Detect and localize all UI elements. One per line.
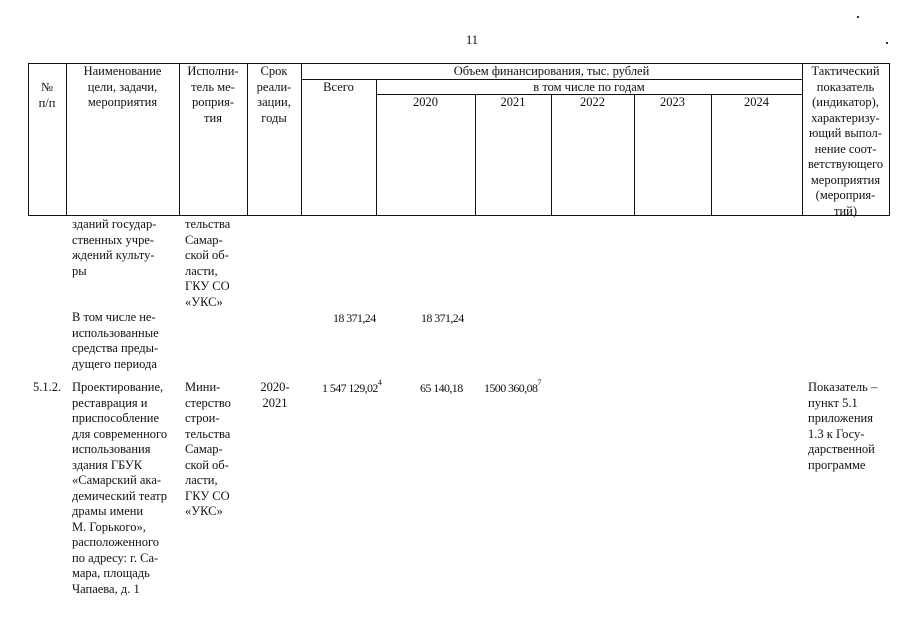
row-2-2021-footnote: 7 [537, 378, 541, 387]
header-year-2020: 2020 [413, 95, 438, 109]
row-2-total-footnote: 4 [377, 378, 382, 387]
row-2-executor: Мини- стерство строи- тельства Самар- ской об- ласти, ГКУ СО «УКС» [185, 380, 231, 518]
row-2-name: Проектирование, реставрация и приспособление для современного использования здания ГБУК «Самарский ака- демический театр драмы имени М. Горького», расположенного по адресу: г. Са- мара, площадь Чапаева, д. 1 [72, 380, 168, 596]
row-2-num: 5.1.2. [33, 380, 62, 394]
header-year-2023: 2023 [660, 95, 685, 109]
header-name: Наименование цели, задачи, мероприятия [83, 64, 162, 109]
row-1-2020: 18 371,24 [421, 311, 464, 325]
page-number: 11 [466, 33, 479, 47]
row-2-term: 2020- 2021 [260, 380, 290, 410]
header-indicator: Тактический показатель (индикатор), характеризу- ющий выпол- нение соот- ветствующего мероприятия (мероприя- тий) [807, 64, 884, 218]
header-num: № п/п [38, 80, 56, 110]
header-year-2024: 2024 [744, 95, 769, 109]
row-2-indicator: Показатель – пункт 5.1 приложения 1.3 к Госу- дарственной программе [808, 380, 878, 472]
scan-speck [857, 16, 859, 18]
scan-speck [886, 42, 888, 44]
header-year-2022: 2022 [580, 95, 605, 109]
row-1-total: 18 371,24 [333, 311, 376, 325]
header-year-2021: 2021 [500, 95, 526, 109]
header-by-years: в том числе по годам [533, 80, 645, 94]
header-total: Всего [323, 80, 354, 94]
row-0-name: зданий государ- ственных учре- ждений культу- ры [72, 217, 157, 278]
row-1-name: В том числе не- использованные средства преды- дущего периода [72, 310, 159, 371]
header-term: Срок реали- зации, годы [256, 64, 292, 125]
header-executor: Исполни- тель ме- роприя- тия [187, 64, 239, 125]
row-2-total: 1 547 129,02$^4$ [322, 378, 382, 395]
row-0-executor: тельства Самар- ской об- ласти, ГКУ СО «УКС» [185, 217, 231, 309]
row-2-2020: 65 140,18 [420, 381, 463, 395]
header-funding: Объем финансирования, тыс. рублей [453, 64, 650, 78]
row-2-2021: 1500 360,08$^7$ [484, 378, 541, 395]
